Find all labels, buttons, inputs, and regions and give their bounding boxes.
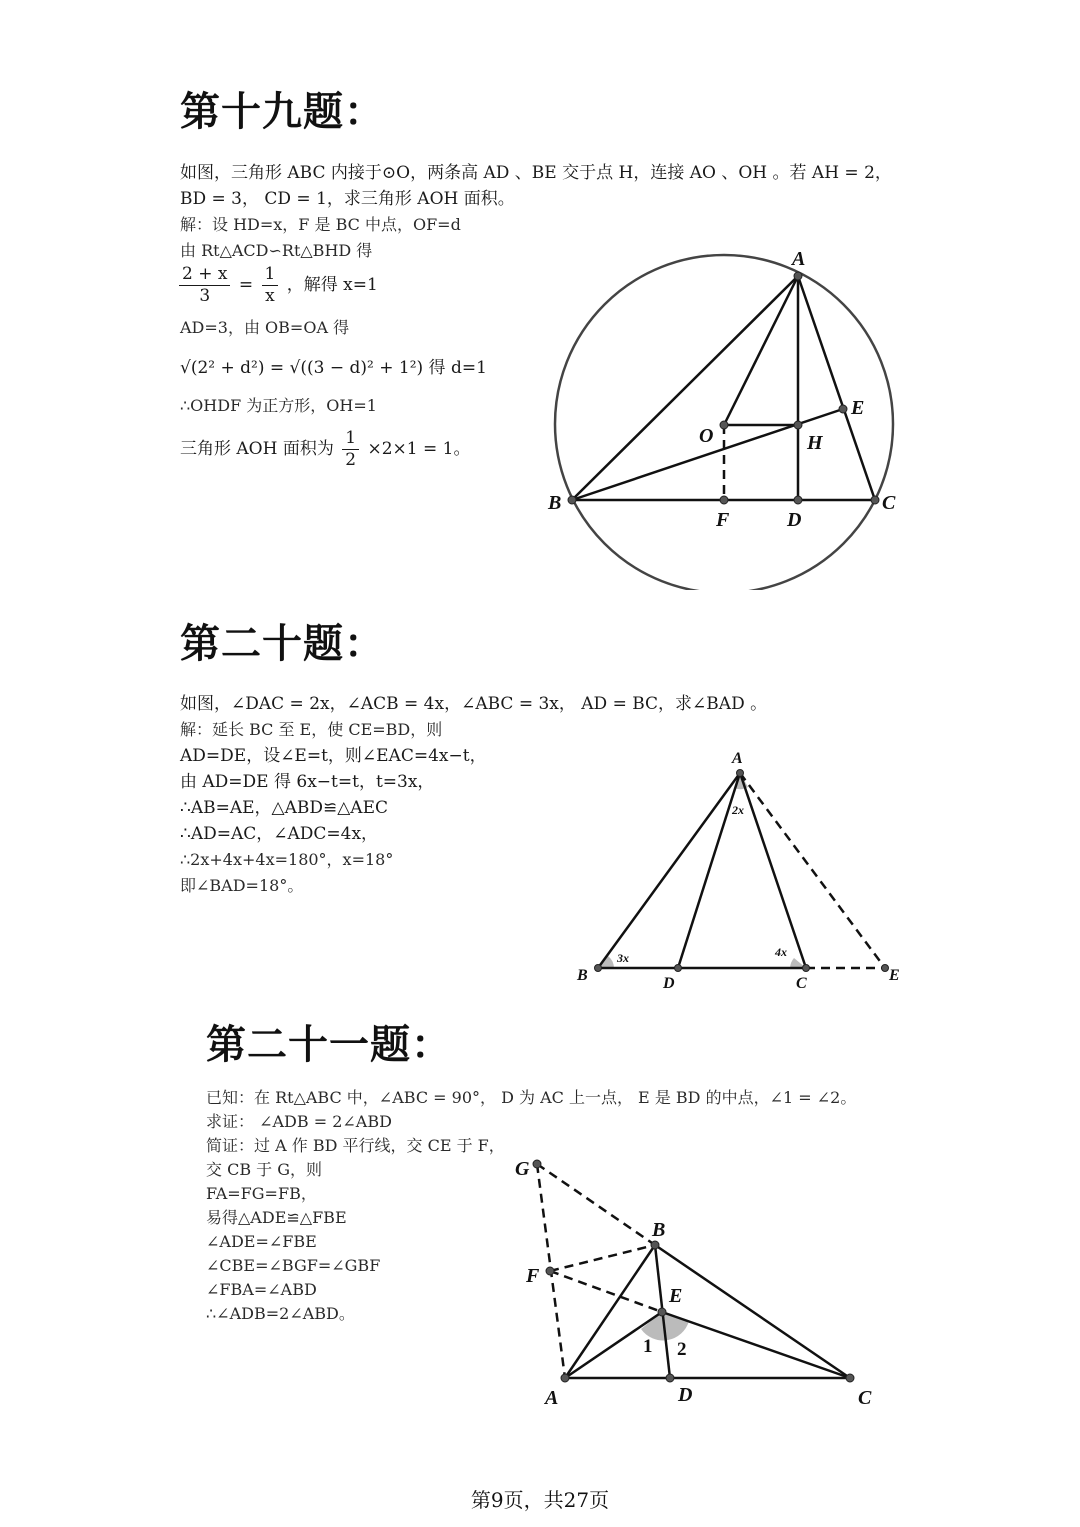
label-A: A: [732, 750, 743, 767]
label-B: B: [548, 492, 562, 514]
problem-19-heading: 第十九题：: [180, 89, 385, 135]
label-B: B: [652, 1219, 666, 1241]
problem-19-fraction-equation: $\frac{2 + x}{3}$ = $\frac{1}{x}$ ，解得 x=1: [176, 266, 378, 305]
problem-20-solution-line5: ∴AD=AC，∠ADC=4x，: [180, 824, 379, 844]
label-E: E: [669, 1285, 683, 1307]
problem-19-figure: [540, 240, 910, 590]
label-D: D: [678, 1384, 693, 1406]
problem-21-proof-line5: ∠ADE=∠FBE: [206, 1232, 317, 1251]
fraction-c: $\frac{1}{2}$: [342, 430, 359, 469]
problem-20-figure: [560, 740, 920, 1000]
label-O: O: [699, 425, 714, 447]
problem-19-solution-line1: 解：设 HD=x，F 是 BC 中点，OF=d: [180, 215, 461, 234]
angle-label-4x: 4x: [775, 945, 787, 959]
fraction-b: $\frac{1}{x}$: [262, 266, 279, 305]
fraction-a: $\frac{2 + x}{3}$: [179, 266, 230, 305]
label-A: A: [792, 248, 806, 270]
label-G: G: [515, 1158, 530, 1180]
problem-19-radical-equation: √(2² + d²) = √((3 − d)² + 1²) 得 d=1: [180, 358, 487, 378]
label-D: D: [787, 509, 802, 531]
problem-21-proof-line7: ∠FBA=∠ABD: [206, 1280, 317, 1299]
problem-19-solution-line6: ∴OHDF 为正方形，OH=1: [180, 396, 377, 415]
problem-20-solution-line2: AD=DE，设∠E=t，则∠EAC=4x−t，: [180, 746, 487, 766]
label-C: C: [796, 975, 807, 992]
angle-label-2x: 2x: [732, 803, 744, 817]
problem-20-question: 如图，∠DAC = 2x，∠ACB = 4x，∠ABC = 3x， AD = BC，求∠BAD 。: [180, 694, 768, 714]
angle-label-3x: 3x: [617, 951, 629, 965]
problem-21-proof-line2: 交 CB 于 G，则: [206, 1160, 323, 1179]
angle-label-1: 1: [643, 1336, 653, 1357]
problem-20-solution-line6: ∴2x+4x+4x=180°，x=18°: [180, 850, 394, 869]
label-F: F: [716, 509, 730, 531]
angle-label-2: 2: [677, 1339, 687, 1360]
problem-20-solution-line1: 解：延长 BC 至 E，使 CE=BD，则: [180, 720, 443, 739]
problem-21-proof-line8: ∴∠ADB=2∠ABD。: [206, 1304, 355, 1323]
label-D: D: [663, 975, 675, 992]
problem-21-figure: [500, 1150, 900, 1420]
label-F: F: [526, 1265, 540, 1287]
problem-21-proof-line4: 易得△ADE≌△FBE: [206, 1208, 347, 1227]
problem-21-question: 已知：在 Rt△ABC 中，∠ABC = 90°， D 为 AC 上一点， E 是 BD 的中点，∠1 = ∠2。: [206, 1088, 857, 1107]
problem-19-solution-line2: 由 Rt△ACD∽Rt△BHD 得: [180, 241, 373, 260]
problem-19-solution-line4: AD=3，由 OB=OA 得: [180, 318, 350, 337]
problem-20-solution-line4: ∴AB=AE，△ABD≌△AEC: [180, 798, 389, 818]
problem-19-question-line2: BD = 3， CD = 1，求三角形 AOH 面积。: [180, 189, 515, 209]
problem-20-solution-line7: 即∠BAD=18°。: [180, 876, 304, 895]
label-C: C: [858, 1387, 872, 1409]
problem-21-proof-line6: ∠CBE=∠BGF=∠GBF: [206, 1256, 381, 1275]
label-A: A: [545, 1387, 559, 1409]
problem-21-proof-line3: FA=FG=FB，: [206, 1184, 317, 1203]
problem-21-heading: 第二十一题：: [206, 1022, 452, 1068]
label-B: B: [577, 967, 588, 984]
label-C: C: [882, 492, 896, 514]
problem-20-heading: 第二十题：: [180, 621, 385, 667]
problem-19-question-line1: 如图，三角形 ABC 内接于⊙O，两条高 AD 、BE 交于点 H，连接 AO 、OH 。若 AH = 2，: [180, 163, 892, 183]
problem-21-to-prove: 求证： ∠ADB = 2∠ABD: [206, 1112, 392, 1131]
problem-19-area-result: 三角形 AOH 面积为 $\frac{1}{2}$ ×2×1 = 1。: [180, 428, 471, 470]
problem-21-proof-line1: 简证：过 A 作 BD 平行线，交 CE 于 F，: [206, 1136, 505, 1155]
label-E: E: [851, 397, 865, 419]
label-H: H: [807, 432, 823, 454]
problem-20-solution-line3: 由 AD=DE 得 6x−t=t，t=3x，: [180, 772, 435, 792]
label-E: E: [889, 967, 900, 984]
page-footer: 第9页，共27页: [470, 1488, 610, 1512]
